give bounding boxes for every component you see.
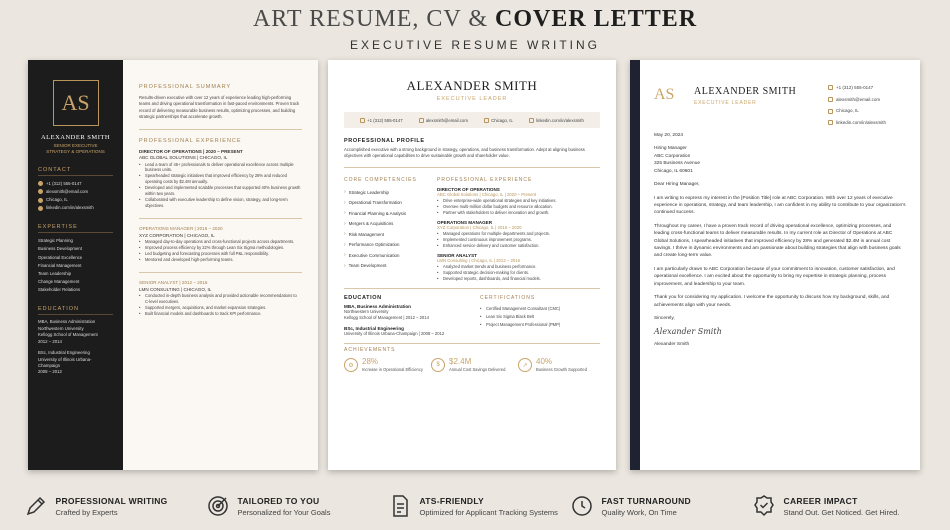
education-entry: BSc, Industrial Engineering University of Illinois Urbana- Champaign 2008 – 2012 xyxy=(38,350,92,375)
competency-item: › Executive Communication xyxy=(344,250,429,261)
competency-item: › Operational Transformation xyxy=(344,198,429,209)
letter-paragraph: I am particularly drawn to ABC Corporation because of your commitment to innovation, customer satisfaction, and operational excellence. I am excited about the opportunity to bring my expertise in strategic planning, process improvement, and leadership to your team. xyxy=(654,266,895,287)
cover-letter-template xyxy=(630,60,920,470)
competency-item: › Team Development xyxy=(344,261,429,272)
job-role: SENIOR ANALYST xyxy=(437,252,477,258)
contact-phone: +1 (312) 555-0147 xyxy=(38,180,113,188)
contact-location: Chicago, IL xyxy=(484,118,513,123)
linkedin-icon xyxy=(828,120,833,125)
education-column xyxy=(344,293,472,337)
phone-icon xyxy=(38,181,43,186)
job-bullet: • Managed day-to-day operations and cross-functional projects across departments. xyxy=(139,239,302,245)
job-bullet: • Mentored and developed high-performing teams. xyxy=(139,257,302,263)
education-entry: MBA, Business Administration Northwestern University Kellogg School of Management 2012 – 2014 xyxy=(38,319,98,344)
banner-title: ART RESUME, CV & COVER LETTER xyxy=(252,6,698,32)
job-bullet: • Built financial models and dashboards to track KPI performance. xyxy=(139,311,302,317)
divider xyxy=(139,218,302,219)
education-certifications-section xyxy=(344,293,600,337)
job-role: OPERATIONS MANAGER | 2016 – 2020 xyxy=(139,226,223,232)
degree-title: BSc, Industrial Engineering xyxy=(344,325,404,331)
features-bar xyxy=(0,482,950,530)
competency-item: › Performance Optimization xyxy=(344,240,429,251)
candidate-name: ALEXANDER SMITH xyxy=(40,134,111,141)
experience-heading: PROFESSIONAL EXPERIENCE xyxy=(139,137,242,144)
email-icon xyxy=(419,118,424,123)
monogram-logo: AS xyxy=(654,86,675,103)
job-bullet: • Collaborated with executive leadership to define vision, strategy, and long-term objectives. xyxy=(139,197,302,209)
achievement-item: ↗ 40% Business Growth Supported xyxy=(518,358,600,373)
linkedin-icon xyxy=(38,206,43,211)
job-org: XYZ CORPORATION | CHICAGO, IL xyxy=(139,232,215,238)
contact-linkedin: linkedin.com/in/alexsmith xyxy=(828,117,886,129)
summary-text: Results-driven executive with over 12 years of experience leading high-performing teams and driving operational transformation in fast-paced environments. Proven track record of delivering measurable business results, optimizing processes, and building strategic partnerships that accelerate growth. xyxy=(139,95,300,119)
job-org: LMN CONSULTING | CHICAGO, IL xyxy=(139,286,212,292)
competencies-column xyxy=(344,177,429,281)
chevron-right-icon: › xyxy=(344,199,346,206)
job-role: DIRECTOR OF OPERATIONS | 2020 – PRESENT xyxy=(139,148,243,154)
job-bullet: • Oversee multi-million dollar budgets and resource allocation. xyxy=(437,204,600,210)
competency-item: › Risk Management xyxy=(344,229,429,240)
feature-item: ATS-FRIENDLY Optimized for Applicant Tracking Systems xyxy=(388,494,563,518)
location-icon xyxy=(38,198,43,203)
expertise-heading: EXPERTISE xyxy=(38,224,113,233)
certification-item: • Certified Management Consultant (CMC) xyxy=(480,305,600,313)
job-bullet: • Supported mergers, acquisitions, and market expansion strategies. xyxy=(139,305,302,311)
feature-item: PROFESSIONAL WRITING Crafted by Experts xyxy=(24,494,199,518)
resume-template-dark-sidebar xyxy=(28,60,318,470)
feature-item: CAREER IMPACT Stand Out. Get Noticed. Get Hired. xyxy=(752,494,927,518)
contact-block xyxy=(828,82,886,129)
certification-item: • Project Management Professional (PMP) xyxy=(480,321,600,329)
clock-icon xyxy=(570,494,594,518)
expertise-item: Business Development xyxy=(38,246,82,252)
job-org: ABC GLOBAL SOLUTIONS | CHICAGO, IL xyxy=(139,155,228,161)
signature: Alexander Smith xyxy=(654,327,722,337)
job-bullet: • Conducted in-depth business analysis and provided actionable recommendations to C-level executives. xyxy=(139,293,302,305)
divider xyxy=(344,288,600,289)
expertise-item: Strategic Planning xyxy=(38,238,73,244)
divider xyxy=(344,343,600,344)
job-bullet: • Spearheaded strategic initiatives that improved efficiency by 28% and reduced operating costs by $2.4M annually. xyxy=(139,173,302,185)
chevron-right-icon: › xyxy=(344,262,346,269)
contact-location: Chicago, IL xyxy=(828,105,886,117)
achievements-row xyxy=(344,358,600,373)
expertise-item: Operational Excellence xyxy=(38,254,83,260)
phone-icon xyxy=(360,118,365,123)
contact-phone: +1 (312) 555-0147 xyxy=(360,118,402,123)
job-org: LMN Consulting | Chicago, IL | 2012 – 2016 xyxy=(437,257,521,263)
growth-chart-icon: ↗ xyxy=(518,358,532,372)
job-org: XYZ Corporation | Chicago, IL | 2016 – 2020 xyxy=(437,224,522,230)
job-bullet: • Developed reports, dashboards, and financial models. xyxy=(437,276,600,282)
profile-heading: PROFESSIONAL PROFILE xyxy=(344,138,425,144)
job-bullet: • Developed and implemented scalable processes that supported 40% business growth within two years. xyxy=(139,185,302,197)
achievement-item: ⚙ 28% Increase in Operational Efficiency xyxy=(344,358,426,373)
competency-item: › Strategic Leadership xyxy=(344,187,429,198)
badge-icon xyxy=(752,494,776,518)
chevron-right-icon: › xyxy=(344,231,346,238)
contact-heading: CONTACT xyxy=(38,167,113,176)
letter-text xyxy=(654,132,906,348)
competencies-heading: CORE COMPETENCIES xyxy=(344,177,417,184)
job-org: ABC Global Solutions | Chicago, IL | 2020 – Present xyxy=(437,192,537,198)
chevron-right-icon: › xyxy=(344,241,346,248)
candidate-title: EXECUTIVE LEADER xyxy=(694,100,757,106)
accent-strip xyxy=(630,60,640,470)
certifications-column xyxy=(480,293,600,337)
experience-heading: PROFESSIONAL EXPERIENCE xyxy=(437,177,533,184)
resume-main xyxy=(123,60,318,470)
education-heading: EDUCATION xyxy=(38,306,113,315)
degree-title: MBA, Business Administration xyxy=(344,303,411,309)
chevron-right-icon: › xyxy=(344,210,346,217)
job-bullet: • Partner with stakeholders to deliver innovation and growth. xyxy=(437,210,600,216)
summary-heading: PROFESSIONAL SUMMARY xyxy=(139,84,232,90)
job-bullet: • Analyzed market trends and business performance. xyxy=(437,264,600,270)
contact-email: alexsmith@email.com xyxy=(38,188,113,196)
expertise-item: Team Leadership xyxy=(38,270,71,276)
feature-item: TAILORED TO YOU Personalized for Your Goals xyxy=(206,494,381,518)
contact-email: alexsmith@email.com xyxy=(828,94,886,106)
target-icon xyxy=(206,494,230,518)
pen-icon xyxy=(24,494,48,518)
expertise-item: Financial Management xyxy=(38,262,82,268)
resume-sidebar xyxy=(28,60,123,470)
job-bullet: • Improved process efficiency by 22% through Lean Six Sigma methodologies. xyxy=(139,245,302,251)
job-bullet: • Led budgeting and forecasting processes with full P&L responsibility. xyxy=(139,251,302,257)
letter-paragraph: I am writing to express my interest in the [Position Title] role at ABC Corporation. With over 12 years of executive experience in operations, strategy, and team leadership, I am confident in my ability to contribute to your organization's continued success. xyxy=(654,195,906,216)
letter-salutation: Dear Hiring Manager, xyxy=(654,182,700,188)
letter-closing: Sincerely, xyxy=(654,316,675,322)
divider xyxy=(139,129,302,130)
monogram-logo: AS xyxy=(53,80,99,126)
experience-column xyxy=(437,177,600,281)
job-role: DIRECTOR OF OPERATIONS xyxy=(437,187,500,193)
expertise-item: Change Management xyxy=(38,279,80,285)
job-bullet: • Lead a team of 45+ professionals to deliver operational excellence across multiple business units. xyxy=(139,162,302,174)
candidate-title: EXECUTIVE LEADER xyxy=(436,96,508,102)
letter-recipient: Hiring Manager ABC Corporation 325 Business Avenue Chicago, IL 60601 xyxy=(654,146,701,174)
two-column-section xyxy=(344,177,600,281)
signed-name: Alexander Smith xyxy=(654,341,690,347)
chevron-right-icon: › xyxy=(344,252,346,259)
degree-school-detail: Kellogg School of Management | 2012 – 2014 xyxy=(344,315,429,321)
contact-email: alexsmith@email.com xyxy=(419,118,468,123)
certifications-heading: CERTIFICATIONS xyxy=(480,294,536,301)
education-heading: EDUCATION xyxy=(344,294,382,301)
contact-linkedin: linkedin.com/in/alexsmith xyxy=(38,204,113,212)
divider xyxy=(344,167,600,168)
email-icon xyxy=(38,189,43,194)
job-bullet: • Supported strategic decision-making for clients. xyxy=(437,270,600,276)
job-role: OPERATIONS MANAGER xyxy=(437,219,493,225)
gear-icon: ⚙ xyxy=(344,358,358,372)
email-icon xyxy=(828,97,833,102)
letter-paragraph: Throughout my career, I have a proven track record of driving operational excellence, optimizing processes, and leading cross-functional teams to deliver measurable results. In my current role as Director of Operations at ABC Global Solutions, I spearheaded initiatives that improved efficiency by 28% and generated $2.4M in annual cost savings. I thrive in dynamic environments and am passionate about building strategies that align with business goals and create long-term value. xyxy=(654,223,901,259)
degree-school: University of Illinois Urbana-Champaign | 2008 – 2012 xyxy=(344,330,445,336)
achievements-heading: ACHIEVEMENTS xyxy=(344,347,396,354)
achievement-item: $ $2.4M Annual Cost Savings Delivered xyxy=(431,358,513,373)
candidate-name: ALEXANDER SMITH xyxy=(406,78,538,93)
job-bullet: • Enhanced service delivery and customer satisfaction. xyxy=(437,243,600,249)
coins-icon: $ xyxy=(431,358,445,372)
resume-template-classic xyxy=(328,60,616,470)
expertise-item: Stakeholder Relations xyxy=(38,287,81,293)
certification-item: • Lean Six Sigma Black Belt xyxy=(480,313,600,321)
contact-bar xyxy=(344,112,600,128)
job-bullet: • Implemented continuous improvement programs. xyxy=(437,237,600,243)
banner-subtitle: EXECUTIVE RESUME WRITING xyxy=(349,38,600,52)
feature-item: FAST TURNAROUND Quality Work, On Time xyxy=(570,494,745,518)
profile-text: Accomplished executive with a strong background in strategy, operations, and business transformation. Adept at aligning business objectives with operational capabilities to drive sustainable growth and shareholder value. xyxy=(344,147,585,159)
phone-icon xyxy=(828,85,833,90)
contact-location: Chicago, IL xyxy=(38,196,113,204)
competency-item: › Financial Planning & Analysis xyxy=(344,208,429,219)
candidate-name: ALEXANDER SMITH xyxy=(694,86,797,97)
candidate-title: SENIOR EXECUTIVE STRATEGY & OPERATIONS xyxy=(46,143,105,154)
chevron-right-icon: › xyxy=(344,189,346,196)
contact-phone: +1 (312) 555-0147 xyxy=(828,82,886,94)
competency-item: › Mergers & Acquisitions xyxy=(344,219,429,230)
divider xyxy=(139,272,302,273)
degree-school: Northwestern University xyxy=(344,308,389,314)
letter-paragraph: Thank you for considering my application. I welcome the opportunity to discuss how my background, skills, and achievements align with your needs. xyxy=(654,295,890,308)
location-icon xyxy=(484,118,489,123)
job-bullet: • Managed operations for multiple departments and projects. xyxy=(437,231,600,237)
contact-linkedin: linkedin.com/in/alexsmith xyxy=(529,118,584,123)
job-role: SENIOR ANALYST | 2012 – 2016 xyxy=(139,280,208,286)
location-icon xyxy=(828,109,833,114)
job-bullet: • Drive enterprise-wide operational strategies and key initiatives. xyxy=(437,198,600,204)
letter-date: May 20, 2024 xyxy=(654,133,684,138)
document-icon xyxy=(388,494,412,518)
linkedin-icon xyxy=(529,118,534,123)
chevron-right-icon: › xyxy=(344,220,346,227)
